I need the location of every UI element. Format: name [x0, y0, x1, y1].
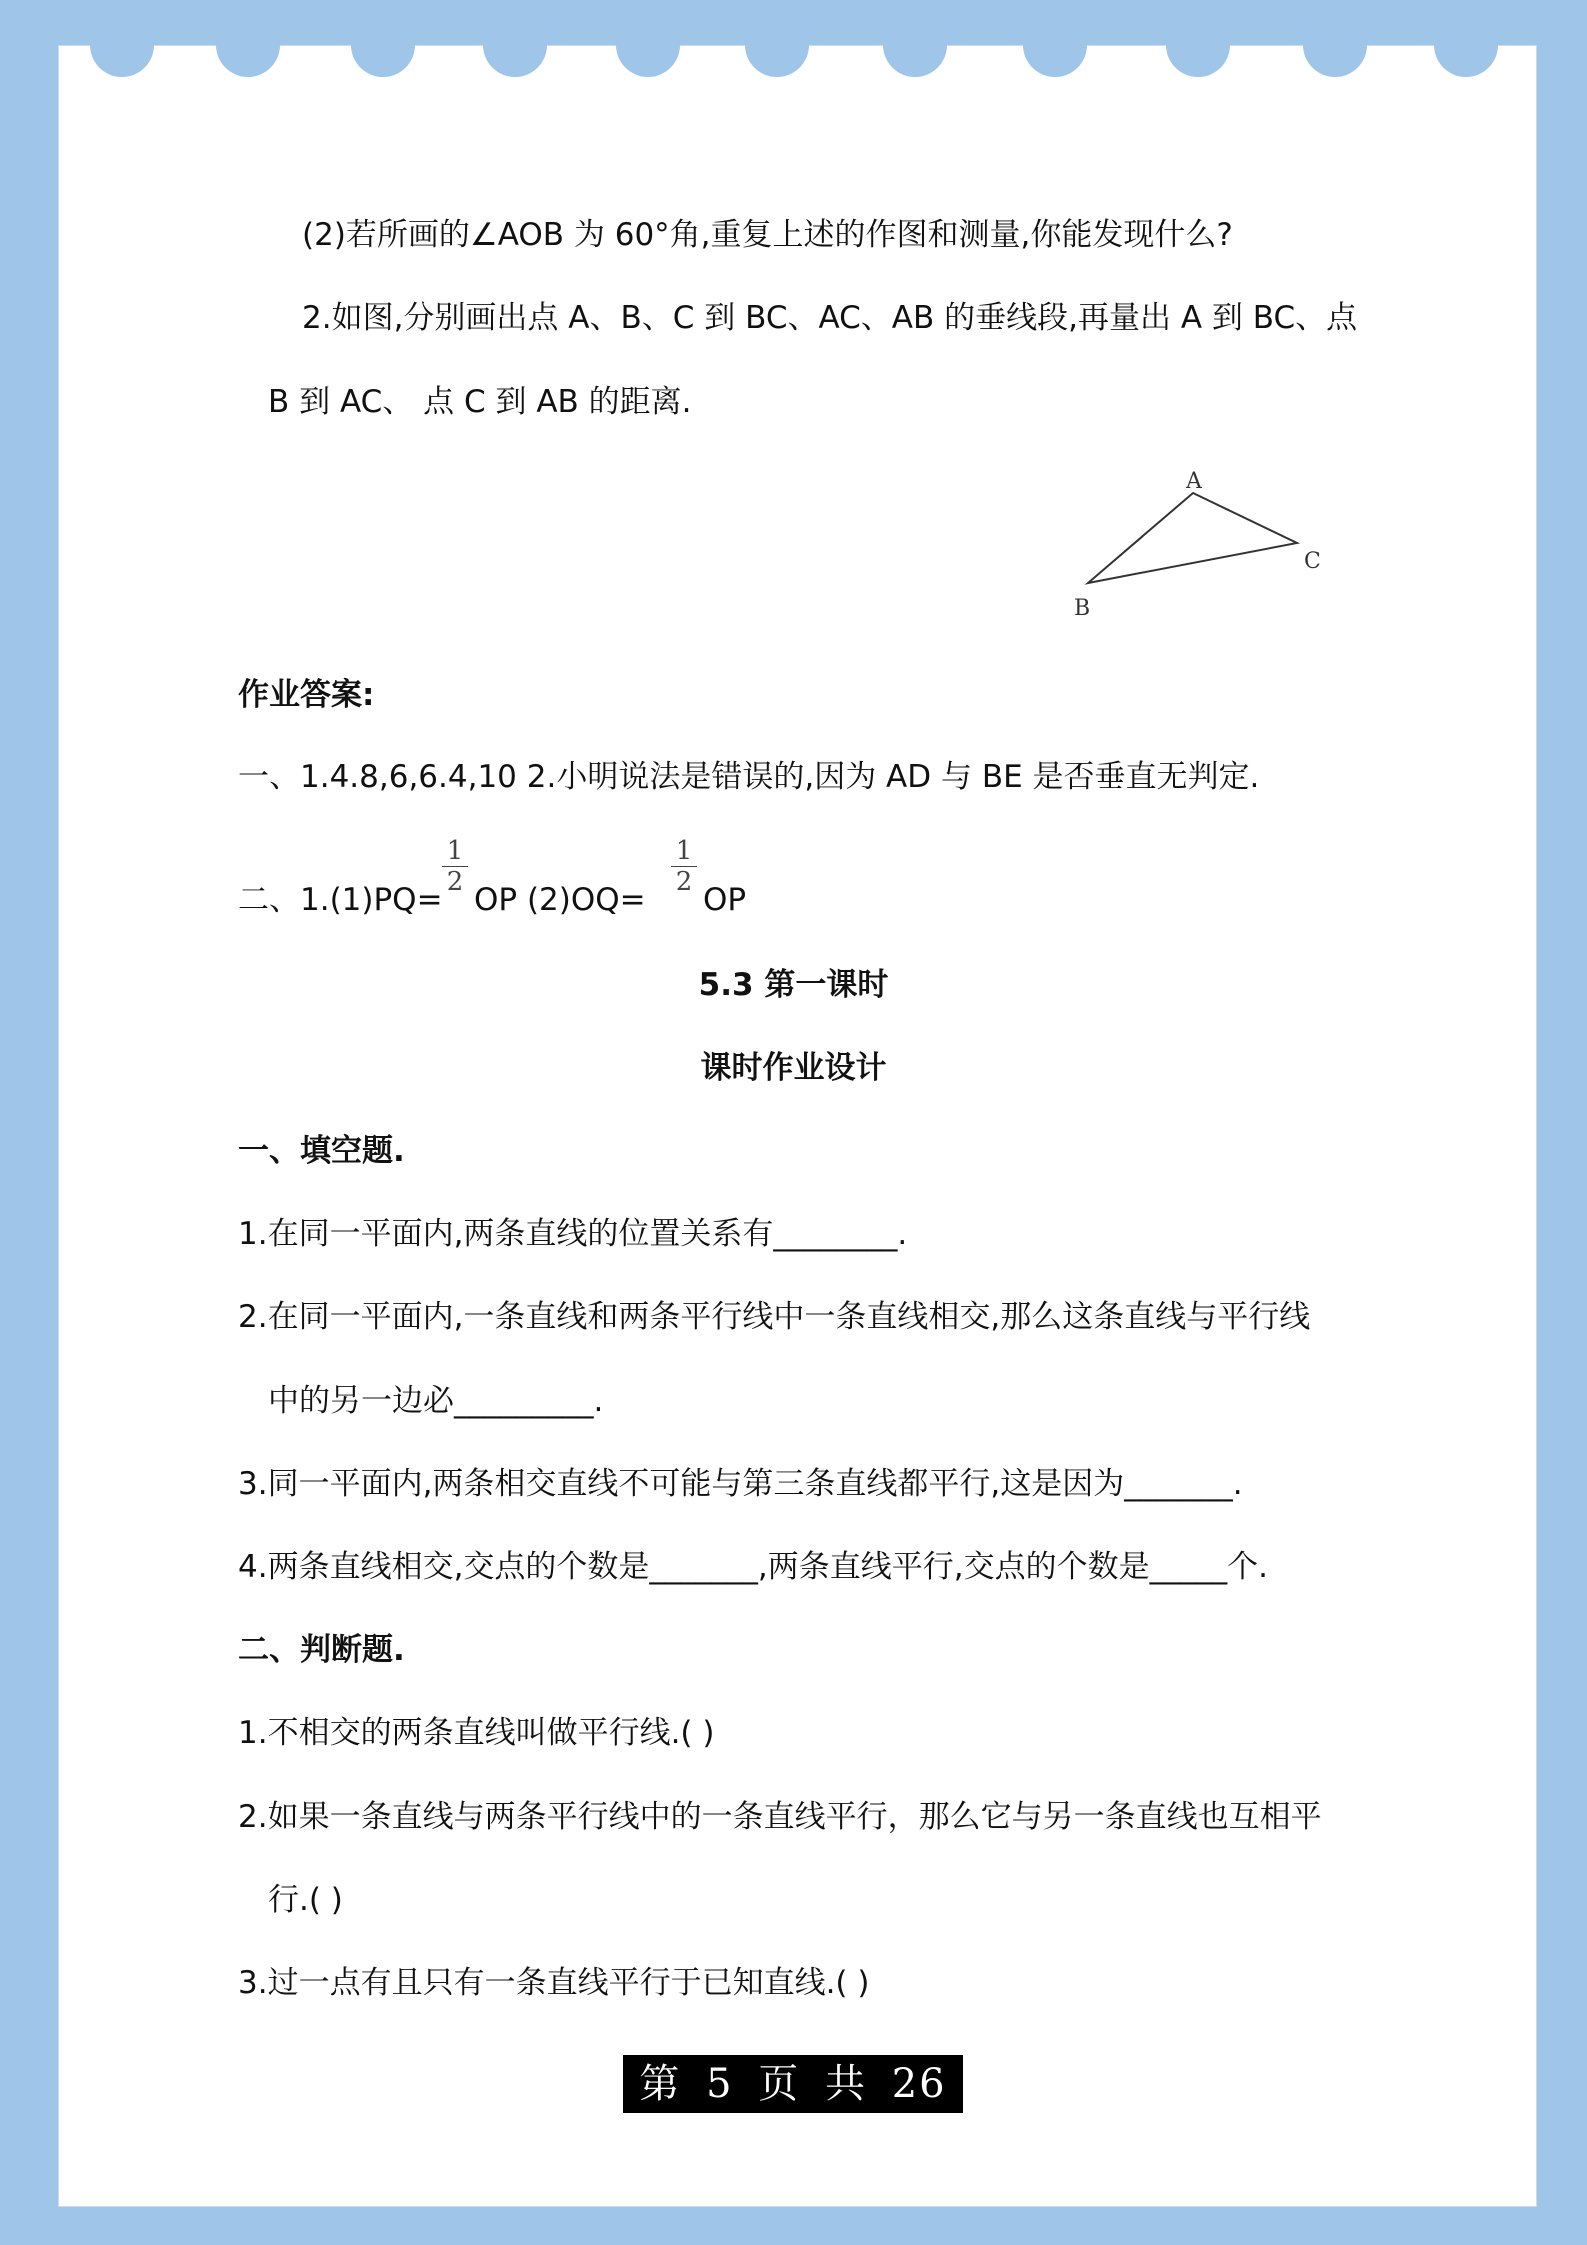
scallop-decoration [351, 13, 415, 77]
triangle-figure [1060, 465, 1340, 625]
scallop-decoration [745, 13, 809, 77]
fraction-one-half: $\frac{1}{2}$ [442, 836, 468, 897]
question-text: 3.过一点有且只有一条直线平行于已知直线.( ) [238, 1965, 870, 2001]
section-subtitle: 课时作业设计 [700, 1050, 887, 1086]
page-number-footer: 第 5 页 共 26 页 [623, 2055, 963, 2113]
question-text: 1.在同一平面内,两条直线的位置关系有________. [238, 1216, 908, 1252]
fraction-one-half: $\frac{1}{2}$ [671, 836, 697, 897]
scallop-decoration [1166, 13, 1230, 77]
answers-heading: 作业答案: [238, 677, 375, 713]
triangle-abc [1088, 493, 1297, 583]
question-text: 4.两条直线相交,交点的个数是_______,两条直线平行,交点的个数是_____个. [238, 1549, 1268, 1585]
question-text: 2.在同一平面内,一条直线和两条平行线中一条直线相交,那么这条直线与平行线 [238, 1299, 1311, 1335]
scallop-decoration [216, 13, 280, 77]
scallop-decoration [1303, 13, 1367, 77]
answer-text: OP (2)OQ= [474, 882, 646, 918]
vertex-label-c: C [1304, 549, 1321, 574]
question-text: B 到 AC、 点 C 到 AB 的距离. [268, 384, 692, 420]
vertex-label-b: B [1074, 596, 1091, 621]
vertex-label-a: A [1186, 469, 1202, 494]
question-text: 2.如图,分别画出点 A、B、C 到 BC、AC、AB 的垂线段,再量出 A 到 BC、点 [302, 300, 1358, 336]
section-title: 5.3 第一课时 [698, 967, 889, 1003]
answer-text: 二、1.(1)PQ= [238, 882, 443, 918]
question-text: 行.( ) [268, 1882, 343, 1918]
scallop-decoration [1434, 13, 1498, 77]
scallop-decoration [883, 13, 947, 77]
scallop-decoration [1023, 13, 1087, 77]
question-text: (2)若所画的∠AOB 为 60°角,重复上述的作图和测量,你能发现什么? [302, 217, 1233, 253]
scallop-decoration [483, 13, 547, 77]
scallop-decoration [90, 13, 154, 77]
question-text: 2.如果一条直线与两条平行线中的一条直线平行，那么它与另一条直线也互相平 [238, 1799, 1322, 1835]
question-text: 3.同一平面内,两条相交直线不可能与第三条直线都平行,这是因为_______. [238, 1466, 1243, 1502]
answer-text: OP [703, 882, 747, 918]
part-heading: 二、判断题. [238, 1632, 405, 1668]
part-heading: 一、填空题. [238, 1133, 405, 1169]
answer-text: 一、1.4.8,6,6.4,10 2.小明说法是错误的,因为 AD 与 BE 是否垂直无判定. [238, 759, 1260, 795]
question-text: 1.不相交的两条直线叫做平行线.( ) [238, 1715, 715, 1751]
question-text: 中的另一边必_________. [268, 1383, 604, 1419]
scallop-decoration [616, 13, 680, 77]
